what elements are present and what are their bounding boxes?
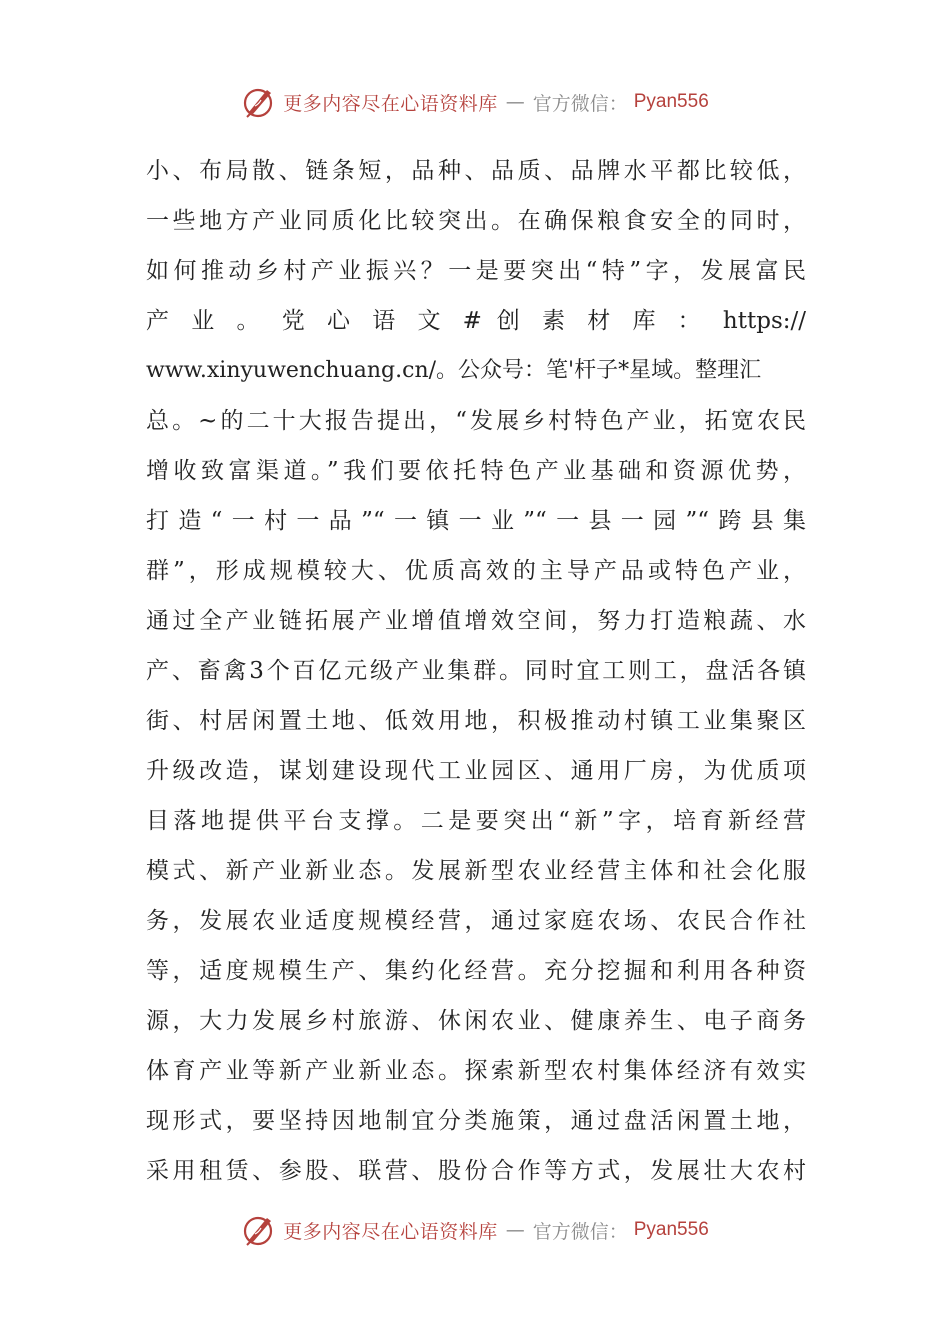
text-line: 升级改造，谋划建设现代工业园区、通用厂房，为优质项 [146,758,806,784]
banner-wechat-label: 官方微信： [532,92,628,115]
banner-wechat-id: Pyan556 [633,91,709,112]
text-line: 体育产业等新产业新业态。探索新型农村集体经济有效实 [146,1058,806,1084]
header-banner [0,82,950,122]
text-line: 小、布局散、链条短，品种、品质、品牌水平都比较低， [146,158,806,184]
banner-wechat-id: Pyan556 [633,1219,709,1240]
text-line: 如何推动乡村产业振兴？一是要突出“特”字，发展富民 [146,258,806,284]
text-line: 通过全产业链拓展产业增值增效空间，努力打造粮蔬、水 [146,608,806,634]
text-line: 一些地方产业同质化比较突出。在确保粮食安全的同时， [146,208,806,234]
banner-brand: 更多内容尽在心语资料库 [283,1220,498,1243]
text-line: 打造“一村一品”“一镇一业”“一县一园”“跨县集 [146,508,806,534]
text-line: www.xinyuwenchuang.cn/。公众号：笔'杆子*星域。整理汇 [146,358,762,383]
banner-dash: — [505,1219,525,1241]
quill-circle-icon [241,84,277,120]
text-line: 产、畜禽3个百亿元级产业集群。同时宜工则工，盘活各镇 [146,658,806,684]
text-line: 产 业 。 党 心 语 文 # 创 素 材 库 ： https:// [146,308,806,334]
footer-banner [0,1210,950,1250]
banner-dash: — [505,91,525,113]
text-line: 街、村居闲置土地、低效用地，积极推动村镇工业集聚区 [146,708,806,734]
text-line: 现形式，要坚持因地制宜分类施策，通过盘活闲置土地， [146,1108,806,1134]
text-line: 源，大力发展乡村旅游、休闲农业、健康养生、电子商务 [146,1008,806,1034]
text-line: 等，适度规模生产、集约化经营。充分挖掘和利用各种资 [146,958,806,984]
banner-wechat-label: 官方微信： [532,1220,628,1243]
text-line: 目落地提供平台支撑。二是要突出“新”字，培育新经营 [146,808,806,834]
text-line: 模式、新产业新业态。发展新型农业经营主体和社会化服 [146,858,806,884]
text-line: 采用租赁、参股、联营、股份合作等方式，发展壮大农村 [146,1158,806,1184]
text-line: 群”，形成规模较大、优质高效的主导产品或特色产业， [146,558,806,584]
banner-brand: 更多内容尽在心语资料库 [283,92,498,115]
document-body [146,146,806,1196]
text-line: 增收致富渠道。”我们要依托特色产业基础和资源优势， [146,458,806,484]
text-line: 总。~的二十大报告提出，“发展乡村特色产业，拓宽农民 [146,408,806,434]
quill-circle-icon [241,1212,277,1248]
text-line: 务，发展农业适度规模经营，通过家庭农场、农民合作社 [146,908,806,934]
